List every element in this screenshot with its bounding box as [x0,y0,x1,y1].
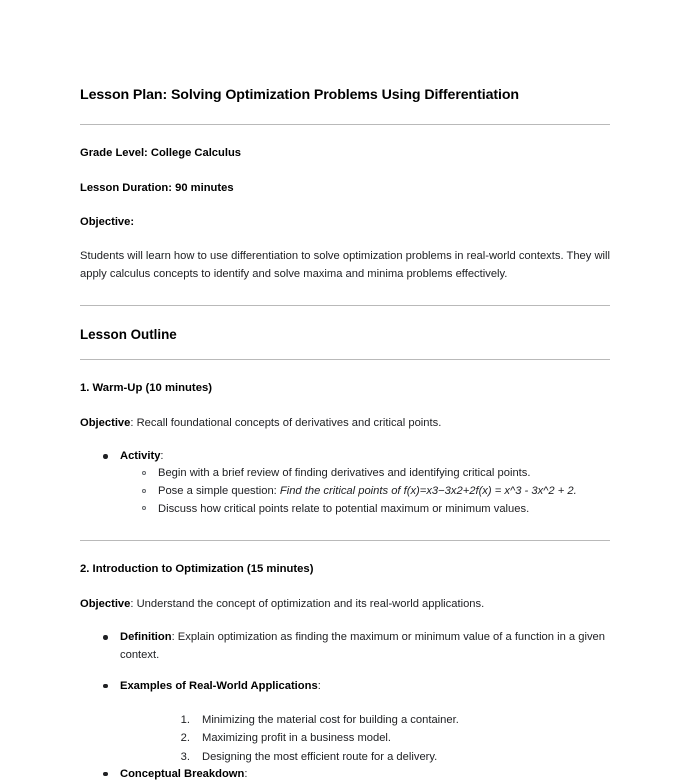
spacer [80,541,612,561]
spacer [80,162,612,180]
spacer [80,283,612,305]
activity-item-text: Begin with a brief review of finding derivatives and identifying critical points. [158,467,531,480]
bullet-circle-icon [142,506,146,510]
spacer [80,518,612,540]
list-number: 1. [180,714,190,727]
list-item [120,748,610,766]
list-item [120,483,610,501]
examples-label: Examples of Real-World Applications [120,679,318,692]
list-item [120,501,610,519]
section-1-objective-rest: : Recall foundational concepts of derivatives and critical points. [130,416,442,429]
examples-colon: : [317,679,321,692]
spacer [80,306,612,326]
list-item-examples [80,678,610,766]
activity-label: Activity [120,450,161,463]
lesson-duration: Lesson Duration: 90 minutes [80,181,234,194]
definition-label: Definition [120,631,172,644]
outline-heading: Lesson Outline [80,326,177,342]
spacer [80,104,612,124]
example-text: Maximizing profit in a business model. [202,732,392,745]
list-item-conceptual [80,766,610,783]
list-number: 2. [180,732,190,745]
list-item-definition [80,629,610,664]
top-spacer [80,0,612,86]
list-item [120,465,610,483]
example-text: Designing the most efficient route for a delivery. [202,750,438,763]
bullet-circle-icon [142,471,146,475]
examples-numbered-list [120,711,610,765]
spacer [80,578,612,596]
bullet-disc-icon [103,454,108,459]
grade-level: Grade Level: College Calculus [80,147,242,160]
objective-text: Students will learn how to use differentiation to solve optimization problems in real-world contexts. They will apply calculus concepts to identify and solve maxima and minima problems effectively. [80,250,611,280]
section-2-bullet-list [80,629,612,783]
section-2-objective-rest: : Understand the concept of optimization and its real-world applications. [130,597,485,610]
section-2-objective-label: Objective [80,597,131,610]
activity-colon: : [160,450,164,463]
spacer [80,432,612,448]
spacer [80,196,612,214]
activity-item-formula: Find the critical points of f(x)=x3−3x2+2f(x) = x^3 - 3x^2 + 2. [279,485,577,498]
bullet-disc-icon [103,772,108,777]
section-1-objective [80,415,610,432]
spacer [80,230,612,248]
conceptual-label: Conceptual Breakdown [120,767,245,780]
list-item [120,729,610,747]
activity-item-text: Discuss how critical points relate to potential maximum or minimum values. [158,502,530,515]
list-item-activity [80,448,610,518]
section-1-bullet-list [80,448,612,518]
spacer [80,613,612,629]
section-1-objective-label: Objective [80,416,131,429]
spacer [80,125,612,145]
section-2-objective [80,596,610,613]
section-1-heading: 1. Warm-Up (10 minutes) [80,382,213,395]
bullet-circle-icon [142,489,146,493]
list-item [120,711,610,729]
definition-rest: : Explain optimization as finding the maximum or minimum value of a function in a given context. [120,631,606,661]
spacer [80,397,612,415]
spacer [80,360,612,380]
activity-sub-list [120,465,610,518]
activity-item-text: Pose a simple question: [158,485,280,498]
example-text: Minimizing the material cost for building a container. [202,714,459,727]
conceptual-colon: : [244,767,248,780]
objective-label: Objective: [80,215,135,228]
page-title: Lesson Plan: Solving Optimization Problems Using Differentiation [80,87,519,103]
bullet-disc-icon [103,635,108,640]
bullet-disc-icon [103,684,108,689]
section-2-heading: 2. Introduction to Optimization (15 minutes) [80,563,314,576]
spacer [80,343,612,359]
list-number: 3. [180,750,190,763]
